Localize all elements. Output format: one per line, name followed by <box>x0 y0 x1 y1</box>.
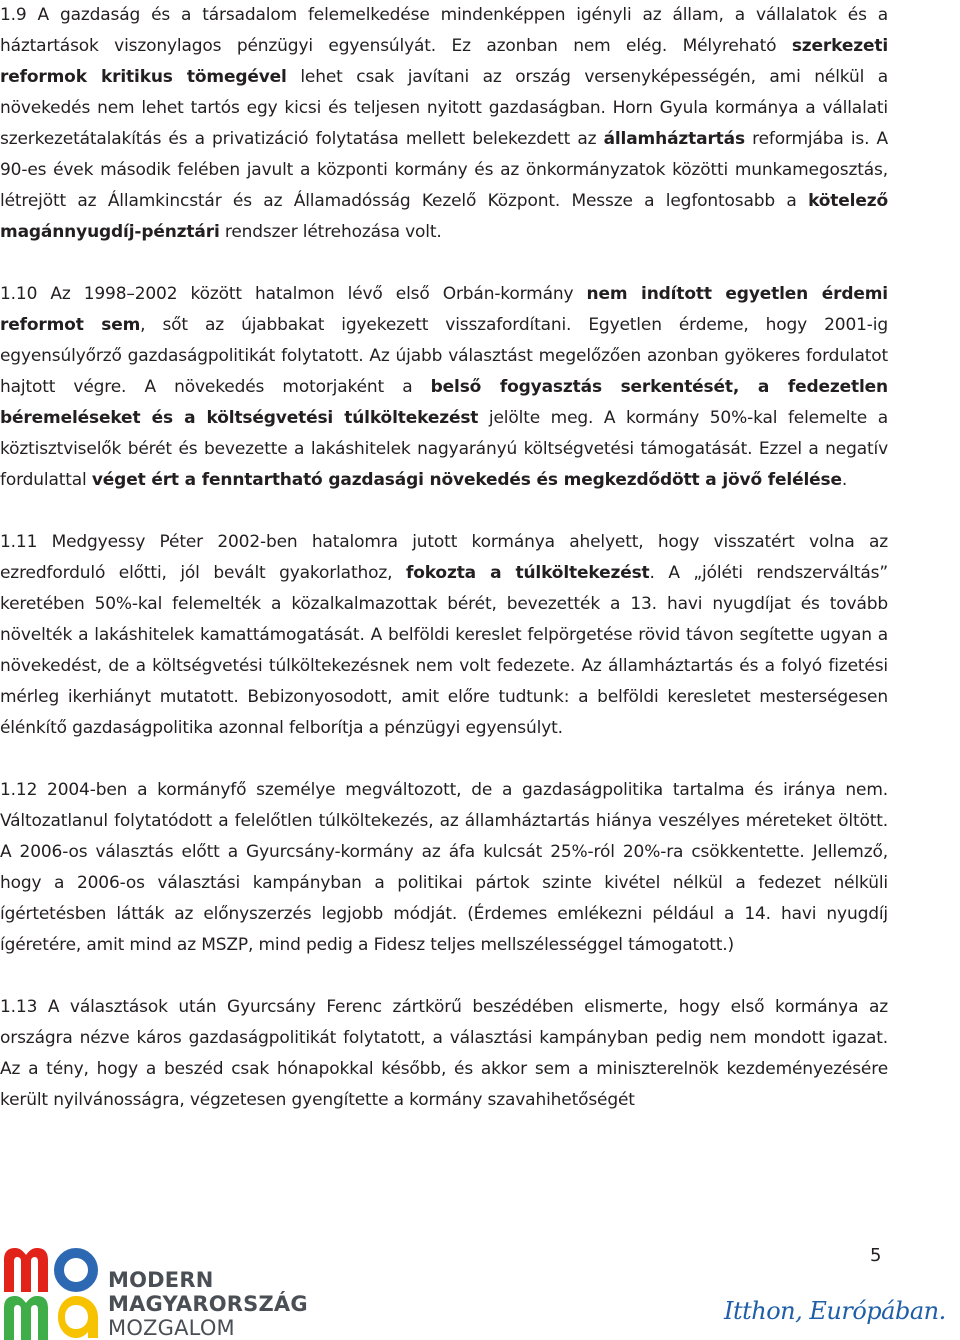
body-text: jelölte meg. A kormány 50%-kal felemelte a köztisztviselők bérét és bevezette a lakáshitelek nagyarányú költségvetési támogatását. Ezzel a negatív fordulattal <box>0 408 888 490</box>
body-text: reformjába is. A 90-es évek második felében javult a központi kormány és az önkormányzatok közötti munkamegosztás, létrejött az Államkincstár és az Államadósság Kezelő Központ. Messze a legfontosabb a <box>0 129 889 211</box>
body-text: . <box>841 470 848 490</box>
bold-text: fokozta a túlköltekezést <box>405 563 650 583</box>
body-text: 1.10 Az 1998–2002 között hatalmon lévő első Orbán-kormány <box>0 284 587 304</box>
paragraph-1-11 <box>0 527 888 744</box>
paragraph-1-9 <box>0 0 888 248</box>
body-text: 1.12 2004-ben a kormányfő személye megváltozott, de a gazdaságpolitika tartalma és iránya nem. Változatlanul folytatódott a felelőtlen túlköltekezés, az államháztartás hiánya veszélyes méreteket öltött. A 2006-os választás előtt a Gyurcsány-kormány az áfa kulcsát 25%-ról 20%-ra csökkentette. Jellemző, hogy a 2006-os választási kampányban a politikai pártok szinte kivétel nélkül a fedezet nélküli ígértetésben látták az előnyszerzés legjobb módját. (Érdemes emlékezni például a 14. havi nyugdíj ígéretére, amit mind az MSZP, mind pedig a Fidesz teljes mellszélességgel támogatott.) <box>0 780 888 955</box>
bold-text: belső fogyasztás serkentését, a fedezetlen béremeléseket és a költségvetési túlköltekezést <box>0 377 888 428</box>
slogan: Itthon, Európában. <box>724 1297 946 1325</box>
body-text: 1.13 A választások után Gyurcsány Ferenc zártkörű beszédében elismerte, hogy első kormánya az országra nézve káros gazdaságpolitikát folytatott, a választási kampányban pedig nem mondott igazat. Az a tény, hogy a beszéd csak hónapokkal később, és akkor sem a miniszterelnök kezdeményezésére került nyilvánosságra, végzetesen gyengítette a kormány szavahihetőségét <box>0 997 888 1110</box>
mmm-logo-text <box>108 1268 308 1340</box>
body-text: rendszer létrehozása volt. <box>219 222 442 242</box>
mmm-logo-icon <box>4 1248 100 1340</box>
logo-line-magyarorszag: MAGYARORSZÁG <box>108 1292 308 1316</box>
bold-text: szerkezeti reformok kritikus tömegével <box>0 36 888 87</box>
paragraph-1-13 <box>0 992 888 1116</box>
paragraph-1-10 <box>0 279 888 496</box>
paragraph-1-12 <box>0 775 888 961</box>
body-text: . A „jóléti rendszerváltás” keretében 50%-kal felemelték a közalkalmazottak bérét, bevezették a 13. havi nyugdíjat és tovább növelték a lakáshitelek kamattámogatását. A belföldi kereslet felpörgetése rövid távon segítette ugyan a növekedést, de a költségvetési túlköltekezésnek nem volt fedezete. Az államháztartás és a folyó fizetési mérleg ikerhiányt mutatott. Bebizonyosodott, amit előre tudtunk: a belföldi keresletet mesterségesen élénkítő gazdaságpolitika azonnal felborítja a pénzügyi egyensúlyt. <box>0 563 888 738</box>
bold-text: véget ért a fenntartható gazdasági növekedés és megkezdődött a jövő felélése <box>91 470 842 490</box>
page-number: 5 <box>870 1245 882 1266</box>
bold-text: kötelező magánnyugdíj-pénztári <box>0 191 888 242</box>
body-text: 1.11 Medgyessy Péter 2002-ben hatalomra jutott kormánya ahelyett, hogy visszatért volna az ezredforduló előtti, jól bevált gyakorlathoz, <box>0 532 888 583</box>
bold-text: nem indított egyetlen érdemi reformot sem <box>0 284 888 335</box>
body-text: 1.9 A gazdaság és a társadalom felemelkedése mindenképpen igényli az állam, a vállalatok és a háztartások viszonylagos pénzügyi egyensúlyát. Ez azonban nem elég. Mélyreható <box>0 5 888 56</box>
logo-line-mozgalom: MOZGALOM <box>108 1316 235 1340</box>
body-text: , sőt az újabbakat igyekezett visszafordítani. Egyetlen érdeme, hogy 2001-ig egyensúlyőrző gazdaságpolitikát folytatott. Az újabb választást megelőzően azonban gyökeres fordulatot hajtott végre. A növekedés motorjaként a <box>0 315 888 397</box>
logo-line-modern: MODERN <box>108 1268 214 1292</box>
bold-text: államháztartás <box>603 129 745 149</box>
mmm-logo <box>4 1248 308 1340</box>
body-text: lehet csak javítani az ország versenyképességén, ami nélkül a növekedés nem lehet tartós egy kicsi és teljesen nyitott gazdaságban. Horn Gyula kormánya a vállalati szerkezetátalakítás és a privatizáció folytatása mellett belekezdett az <box>0 67 888 149</box>
